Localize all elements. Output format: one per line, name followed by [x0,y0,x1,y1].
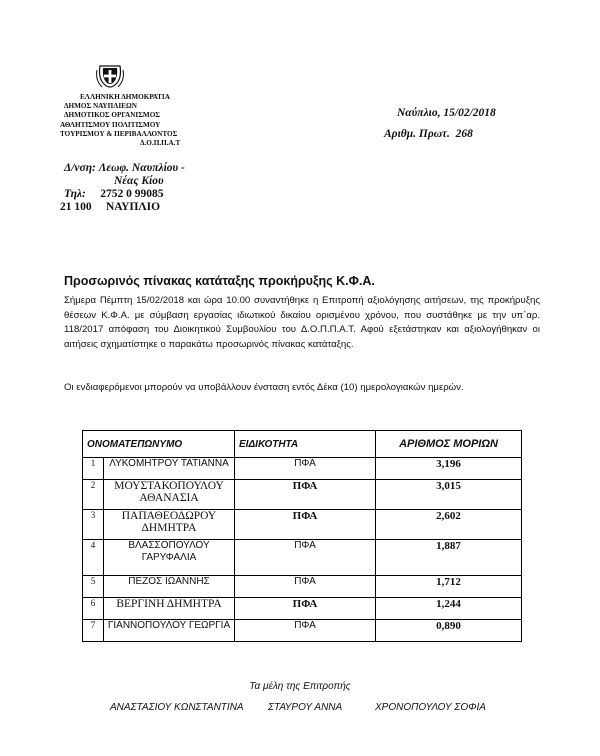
table-row [83,540,522,576]
row-points: 0,890 [376,620,522,642]
body-paragraph-2: Οι ενδιαφερόμενοι μπορούν να υποβάλλουν ένσταση εντός Δέκα (10) ημερολογιακών ημερών. [64,382,464,393]
row-number: 6 [83,598,104,620]
row-points: 1,244 [376,598,522,620]
document-date: Ναύπλιο, 15/02/2018 [397,107,496,119]
row-specialty: ΠΦΑ [235,480,376,510]
address-line1: Λεωφ. Ναυπλίου - [98,162,185,174]
table-row [83,576,522,598]
postal-code: 21 100 [60,201,92,213]
header-line: ΑΘΛΗΤΙΣΜΟΥ ΠΟΛΙΤΙΣΜΟΥ [60,120,161,129]
table-row [83,598,522,620]
row-name: ΠΑΠΑΘΕΟΔΩΡΟΥ ΔΗΜΗΤΡΑ [104,510,235,540]
row-specialty: ΠΦΑ [235,510,376,540]
committee-label: Τα μέλη της Επιτροπής [249,681,351,692]
header-line: ΔΗΜΟΣ ΝΑΥΠΛΙΕΩΝ [64,102,137,111]
organization-header [60,93,240,148]
header-line: Δ.Ο.Π.Π.Α.Τ [140,139,181,148]
address-line2: Νέας Κίου [114,175,164,187]
header-line: ΔΗΜΟΤΙΚΟΣ ΟΡΓΑΝΙΣΜΟΣ [64,111,160,120]
protocol-label: Αριθμ. Πρωτ. [384,128,450,140]
row-name: ΜΟΥΣΤΑΚΟΠΟΥΛΟΥ ΑΘΑΝΑΣΙΑ [104,480,235,510]
row-number: 2 [83,480,104,510]
row-specialty: ΠΦΑ [235,576,376,598]
table-row [83,620,522,642]
header-points: ΑΡΙΘΜΟΣ ΜΟΡΙΩΝ [376,431,522,458]
ranking-table [82,430,522,642]
row-name: ΒΛΑΣΣΟΠΟΥΛΟΥ ΓΑΡΥΦΑΛΙΑ [104,540,235,576]
row-number: 3 [83,510,104,540]
row-name: ΠΕΖΟΣ ΙΩΑΝΝΗΣ [104,576,235,598]
header-line: ΕΛΛΗΝΙΚΗ ΔΗΜΟΚΡΑΤΙΑ [80,93,170,101]
header-name: ΟΝΟΜΑΤΕΠΩΝΥΜΟ [83,431,235,458]
row-points: 1,887 [376,540,522,576]
body-paragraph-1: Σήμερα Πέμπτη 15/02/2018 και ώρα 10.00 συναντήθηκε η Επιτροπή αξιολόγησης αιτήσεων, της προκήρυξης θέσεων Κ.Φ.Α. με σύμβαση εργασίας ιδιωτικού δικαίου ορισμένου χρόνου, που συστάθηκε με την υπ΄αρ. 118/2017 απόφαση του Διοικητικού Συμβουλίου του Δ.Ο.Π.Π.Α.Τ. Αφού εξετάστηκαν και αξιολογήθηκαν οι αιτήσεις σχηματίστηκε ο παρακάτω προσωρινός πίνακας κατάταξης. [64,295,540,350]
table-row [83,458,522,480]
row-name: ΒΕΡΓΙΝΗ ΔΗΜΗΤΡΑ [104,598,235,620]
row-specialty: ΠΦΑ [235,598,376,620]
phone-label: Τηλ: [64,188,86,200]
phone-number: 2752 0 99085 [100,188,164,200]
committee-member: ΑΝΑΣΤΑΣΙΟΥ ΚΩΝΣΤΑΝΤΙΝΑ [110,702,244,713]
header-line: ΤΟΥΡΙΣΜΟΥ & ΠΕΡΙΒΑΛΛΟΝΤΟΣ [60,129,178,138]
committee-member: ΧΡΟΝΟΠΟΥΛΟΥ ΣΟΦΙΑ [375,702,486,713]
greek-coat-of-arms-icon [94,62,126,92]
table-row [83,480,522,510]
row-number: 4 [83,540,104,576]
row-points: 3,015 [376,480,522,510]
protocol-value: 268 [455,128,473,140]
city: ΝΑΥΠΛΙΟ [106,201,161,213]
row-specialty: ΠΦΑ [235,620,376,642]
row-points: 3,196 [376,458,522,480]
table-header-row [83,431,522,458]
row-specialty: ΠΦΑ [235,540,376,576]
row-name: ΓΙΑΝΝΟΠΟΥΛΟΥ ΓΕΩΡΓΙΑ [104,620,235,642]
row-points: 2,602 [376,510,522,540]
row-points: 1,712 [376,576,522,598]
header-specialty: ΕΙΔΙΚΟΤΗΤΑ [235,431,376,458]
address-block [60,162,185,214]
row-number: 1 [83,458,104,480]
row-specialty: ΠΦΑ [235,458,376,480]
document-title: Προσωρινός πίνακας κατάταξης προκήρυξης Κ.Φ.Α. [64,274,375,288]
address-label: Δ/νση: [64,162,96,174]
protocol-number [384,128,473,140]
committee-member: ΣΤΑΥΡΟΥ ΑΝΝΑ [268,702,343,713]
row-number: 7 [83,620,104,642]
row-name: ΛΥΚΟΜΗΤΡΟΥ ΤΑΤΙΑΝΝΑ [104,458,235,480]
row-number: 5 [83,576,104,598]
table-row [83,510,522,540]
